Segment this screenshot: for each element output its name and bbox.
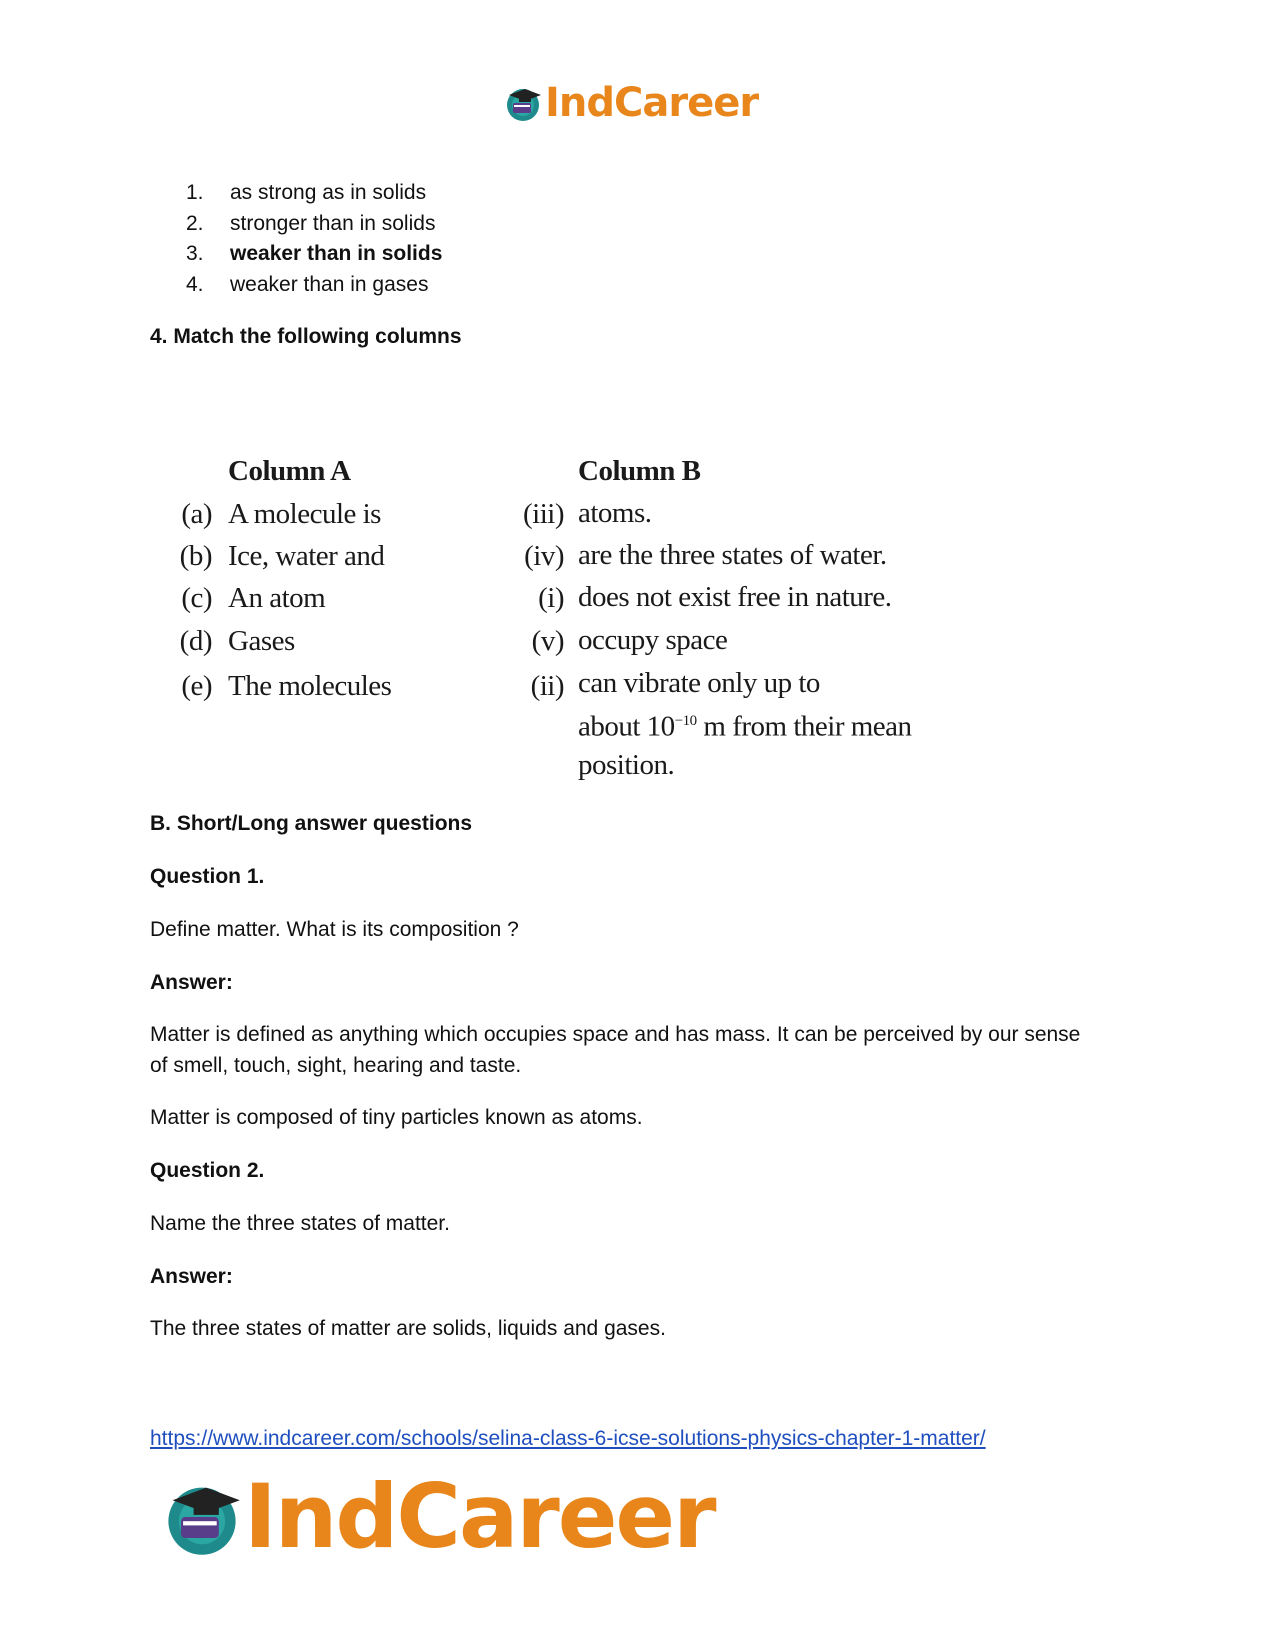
graduation-globe-icon xyxy=(503,83,543,123)
question-2-label: Question 2. xyxy=(150,1159,265,1182)
list-item: 1. as strong as in solids xyxy=(186,181,427,204)
list-item: 4. weaker than in gases xyxy=(186,272,429,296)
answer-1-label: Answer: xyxy=(150,971,233,994)
question-2-text: Name the three states of matter. xyxy=(150,1212,450,1235)
brand-name: IndCareer xyxy=(545,80,759,126)
answer-2-label: Answer: xyxy=(150,1265,233,1288)
section-heading: B. Short/Long answer questions xyxy=(150,812,473,835)
graduation-globe-icon xyxy=(160,1475,244,1559)
question-1-label: Question 1. xyxy=(150,865,265,888)
match-table: Column A Column B (a) A molecule is (iii) atoms. (b) Ice, water and (iv) are the three states of water. (c) An atom (i) does not exist free in nature. (d) Gases (v) occupy space (e) The molecules (ii) can vibrate only up to about $10^{-10}$ m from their mean position. xyxy=(179,455,912,781)
question-1-text: Define matter. What is its composition ? xyxy=(150,918,519,941)
list-item: 2. stronger than in solids xyxy=(186,211,436,235)
answer-1-paragraph-2: Matter is composed of tiny particles known as atoms. xyxy=(150,1106,643,1129)
source-link[interactable]: https://www.indcareer.com/schools/selina-class-6-icse-solutions-physics-chapter-1-matter/ xyxy=(150,1427,986,1450)
header-logo xyxy=(503,80,758,126)
answer-options xyxy=(186,178,442,300)
column-b-header: Column B xyxy=(578,455,701,487)
column-a-header: Column A xyxy=(228,455,351,487)
brand-name: IndCareer xyxy=(244,1465,715,1568)
footer-logo xyxy=(160,1465,715,1568)
list-item: 3. weaker than in solids xyxy=(186,242,443,265)
answer-2-paragraph: The three states of matter are solids, liquids and gases. xyxy=(150,1317,666,1340)
answer-1-paragraph: Matter is defined as anything which occupies space and has mass. It can be perceived by our sense of smell, touch, sight, hearing and taste. xyxy=(150,1023,1081,1077)
match-heading: 4. Match the following columns xyxy=(150,325,462,348)
